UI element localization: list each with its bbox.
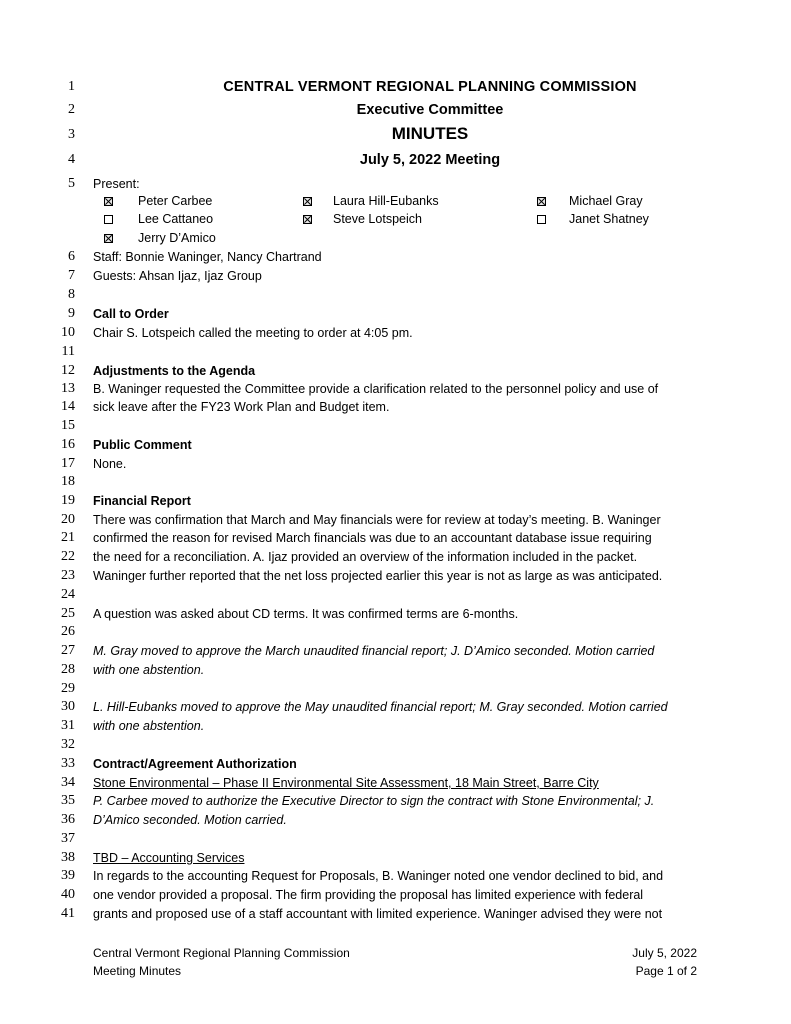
line-number: 24 (61, 587, 75, 602)
present-label: Present: (93, 177, 140, 191)
subheading-stone-environmental: Stone Environmental – Phase II Environmental Site Assessment, 18 Main Street, Barre City (93, 776, 599, 790)
paragraph-line: Chair S. Lotspeich called the meeting to order at 4:05 pm. (93, 326, 413, 340)
paragraph-line: grants and proposed use of a staff accountant with limited experience. Waninger advised they were not (93, 907, 663, 921)
line-number: 41 (61, 906, 75, 921)
motion-line: D’Amico seconded. Motion carried. (93, 813, 287, 827)
line-number: 33 (61, 756, 75, 771)
line-number: 36 (61, 812, 75, 827)
line-number: 10 (61, 325, 75, 340)
motion-line: L. Hill-Eubanks moved to approve the May unaudited financial report; M. Gray seconded. Motion carried (93, 700, 668, 714)
member-name: Michael Gray (569, 194, 643, 208)
member-name: Janet Shatney (569, 212, 649, 226)
paragraph-line: There was confirmation that March and May financials were for review at today’s meeting. B. Waninger (93, 513, 661, 527)
line-number: 40 (61, 887, 75, 902)
section-heading-adjustments: Adjustments to the Agenda (93, 364, 256, 378)
line-number: 39 (61, 868, 75, 883)
line-number: 11 (61, 344, 75, 359)
checkbox-checked-icon (303, 215, 312, 224)
section-heading-public-comment: Public Comment (93, 438, 192, 452)
paragraph-line: A question was asked about CD terms. It was confirmed terms are 6-months. (93, 607, 519, 621)
motion-line: M. Gray moved to approve the March unaudited financial report; J. D’Amico seconded. Motion carried (93, 644, 655, 658)
checkbox-checked-icon (104, 197, 113, 206)
paragraph-line: sick leave after the FY23 Work Plan and Budget item. (93, 400, 390, 414)
line-number: 38 (61, 850, 75, 865)
line-number: 26 (61, 624, 75, 639)
line-number: 8 (68, 287, 75, 302)
line-number: 30 (61, 699, 75, 714)
paragraph-line: None. (93, 457, 127, 471)
line-number: 3 (68, 127, 75, 142)
line-number: 25 (61, 606, 75, 621)
member-name: Jerry D’Amico (138, 231, 216, 245)
motion-line: with one abstention. (93, 663, 205, 677)
line-number: 15 (61, 418, 75, 433)
checkbox-checked-icon (303, 197, 312, 206)
paragraph-line: the need for a reconciliation. A. Ijaz provided an overview of the information included in the packet. (93, 550, 638, 564)
footer-org: Central Vermont Regional Planning Commission (93, 946, 350, 960)
staff-line: Staff: Bonnie Waninger, Nancy Chartrand (93, 250, 322, 264)
line-number: 29 (61, 681, 75, 696)
line-number: 27 (61, 643, 75, 658)
line-number: 22 (61, 549, 75, 564)
motion-line: P. Carbee moved to authorize the Executive Director to sign the contract with Stone Environmental; J. (93, 794, 655, 808)
line-number: 9 (68, 306, 75, 321)
paragraph-line: one vendor provided a proposal. The firm providing the proposal has limited experience with federal (93, 888, 644, 902)
line-number: 19 (61, 493, 75, 508)
section-heading-call-to-order: Call to Order (93, 307, 169, 321)
paragraph-line: confirmed the reason for revised March financials was due to an accountant database issue requiring (93, 531, 652, 545)
section-heading-contracts: Contract/Agreement Authorization (93, 757, 297, 771)
line-number: 1 (68, 79, 75, 94)
checkbox-checked-icon (537, 197, 546, 206)
line-number: 20 (61, 512, 75, 527)
line-number: 28 (61, 662, 75, 677)
motion-line: with one abstention. (93, 719, 205, 733)
meeting-date: July 5, 2022 Meeting (359, 152, 501, 168)
section-heading-financial-report: Financial Report (93, 494, 191, 508)
line-number: 4 (68, 152, 75, 167)
line-number: 32 (61, 737, 75, 752)
subheading-accounting-services: TBD – Accounting Services (93, 851, 245, 865)
line-number: 35 (61, 793, 75, 808)
line-number: 14 (61, 399, 75, 414)
line-number: 37 (61, 831, 75, 846)
paragraph-line: B. Waninger requested the Committee provide a clarification related to the personnel policy and use of (93, 382, 659, 396)
org-title: CENTRAL VERMONT REGIONAL PLANNING COMMISSION (223, 79, 637, 95)
guests-line: Guests: Ahsan Ijaz, Ijaz Group (93, 269, 262, 283)
line-number: 21 (61, 530, 75, 545)
checkbox-empty-icon (104, 215, 113, 224)
member-name: Peter Carbee (138, 194, 213, 208)
paragraph-line: In regards to the accounting Request for Proposals, B. Waninger noted one vendor declined to bid, and (93, 869, 664, 883)
member-name: Laura Hill-Eubanks (333, 194, 439, 208)
committee-title: Executive Committee (356, 102, 504, 118)
member-name: Lee Cattaneo (138, 212, 214, 226)
paragraph-line: Waninger further reported that the net loss projected earlier this year is not as large as was anticipated. (93, 569, 663, 583)
footer-page-number: Page 1 of 2 (635, 964, 697, 978)
footer-date: July 5, 2022 (632, 946, 697, 960)
line-number: 17 (61, 456, 75, 471)
checkbox-checked-icon (104, 234, 113, 243)
line-number: 16 (61, 437, 75, 452)
member-name: Steve Lotspeich (333, 212, 422, 226)
line-number: 5 (68, 176, 75, 191)
line-number: 31 (61, 718, 75, 733)
line-number: 13 (61, 381, 75, 396)
line-number: 18 (61, 474, 75, 489)
line-number: 6 (68, 249, 75, 264)
line-number: 34 (61, 775, 75, 790)
footer-doc: Meeting Minutes (93, 964, 182, 978)
line-number: 23 (61, 568, 75, 583)
document-type: MINUTES (391, 124, 469, 143)
line-number: 2 (68, 102, 75, 117)
line-number: 12 (61, 363, 75, 378)
checkbox-empty-icon (537, 215, 546, 224)
line-number: 7 (68, 268, 75, 283)
